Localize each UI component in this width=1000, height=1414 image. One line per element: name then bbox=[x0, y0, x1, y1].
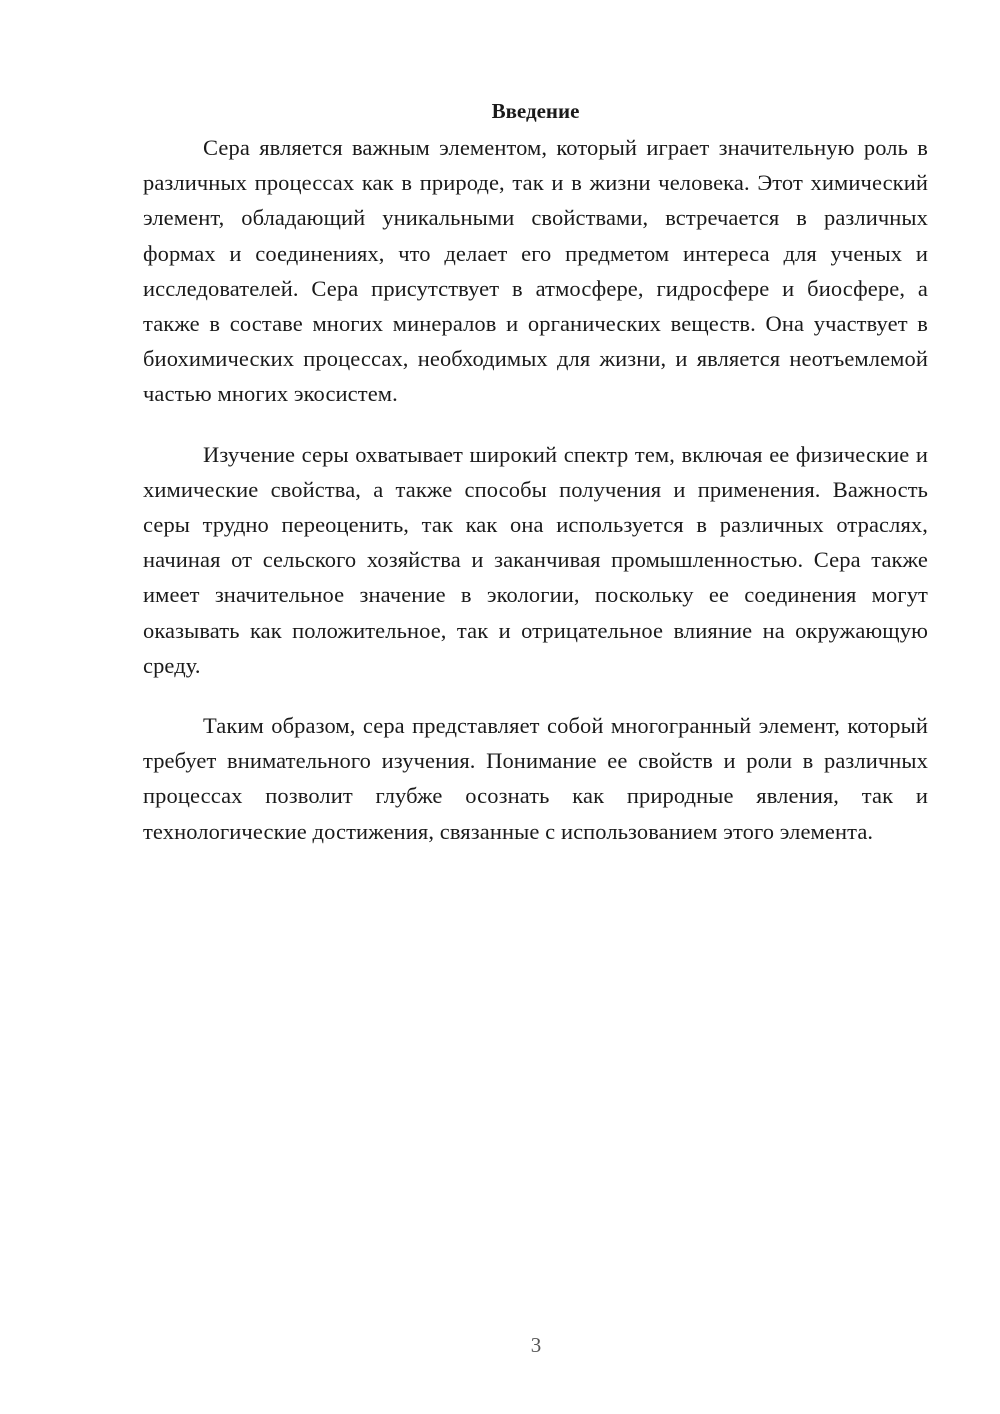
paragraph-study: Изучение серы охватывает широкий спектр тем, включая ее физические и химические свойства, а также способы получения и применения. Важность серы трудно переоценить, так как она используется в различных отраслях, начиная от сельского хозяйства и заканчивая промышленностью. Сера также имеет значительное значение в экологии, поскольку ее соединения могут оказывать как положительное, так и отрицательное влияние на окружающую среду. bbox=[143, 441, 928, 678]
section-title: Введение bbox=[491, 99, 580, 123]
paragraph-conclusion: Таким образом, сера представляет собой многогранный элемент, который требует внимательного изучения. Понимание ее свойств и роли в различных процессах позволит глубже осознать как природные явления, так и технологические достижения, связанные с использованием этого элемента. bbox=[143, 713, 928, 844]
paragraph-intro: Сера является важным элементом, который играет значительную роль в различных процессах как в природе, так и в жизни человека. Этот химический элемент, обладающий уникальными свойствами, встречается в различных формах и соединениях, что делает его предметом интереса для ученых и исследователей. Сера присутствует в атмосфере, гидросфере и биосфере, а также в составе многих минералов и органических веществ. Она участвует в биохимических процессах, необходимых для жизни, и является неотъемлемой частью многих экосистем. bbox=[143, 135, 928, 407]
page-number: 3 bbox=[530, 1333, 542, 1357]
page-content bbox=[143, 96, 928, 874]
